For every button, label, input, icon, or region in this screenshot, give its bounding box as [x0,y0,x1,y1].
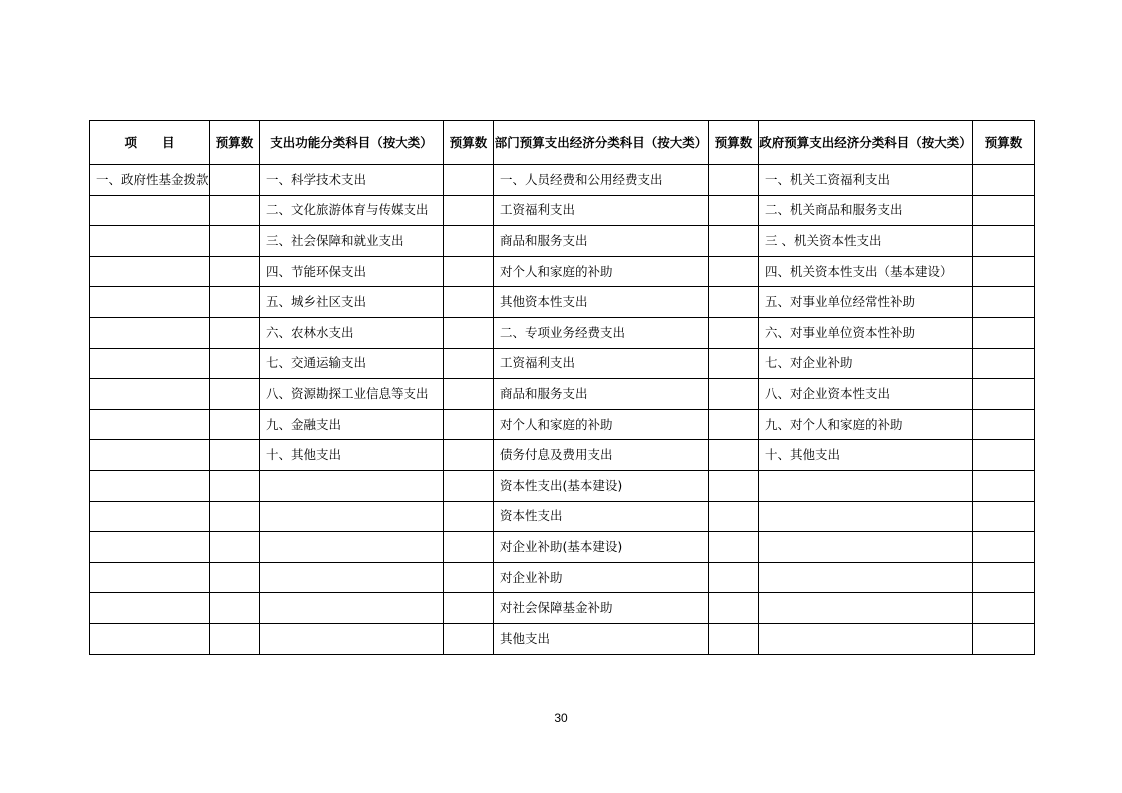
header-gov-economic-category: 政府预算支出经济分类科目（按大类） [759,121,973,165]
header-budget-4: 预算数 [973,121,1035,165]
cell-budget-4 [973,501,1035,532]
cell-budget-1 [210,379,260,410]
cell-gov-economic-category: 二、机关商品和服务支出 [759,195,973,226]
cell-dept-economic-category: 对社会保障基金补助 [494,593,709,624]
table-row [90,593,1035,624]
cell-budget-3 [709,501,759,532]
table-body [90,165,1035,655]
cell-budget-1 [210,348,260,379]
cell-budget-3 [709,287,759,318]
cell-function-category [260,532,444,563]
cell-dept-economic-category: 对个人和家庭的补助 [494,409,709,440]
cell-gov-economic-category: 七、对企业补助 [759,348,973,379]
cell-project [90,440,210,471]
cell-budget-3 [709,593,759,624]
cell-budget-4 [973,440,1035,471]
cell-budget-1 [210,195,260,226]
cell-gov-economic-category: 一、机关工资福利支出 [759,165,973,196]
cell-gov-economic-category: 九、对个人和家庭的补助 [759,409,973,440]
cell-budget-3 [709,623,759,654]
cell-budget-3 [709,470,759,501]
cell-budget-1 [210,409,260,440]
cell-budget-3 [709,379,759,410]
cell-budget-2 [444,287,494,318]
header-function-category: 支出功能分类科目（按大类） [260,121,444,165]
cell-budget-2 [444,256,494,287]
cell-function-category: 十、其他支出 [260,440,444,471]
cell-budget-1 [210,165,260,196]
cell-gov-economic-category: 八、对企业资本性支出 [759,379,973,410]
cell-budget-4 [973,623,1035,654]
cell-budget-2 [444,623,494,654]
table-row [90,470,1035,501]
table-row [90,379,1035,410]
cell-budget-4 [973,317,1035,348]
cell-budget-4 [973,409,1035,440]
cell-function-category: 一、科学技术支出 [260,165,444,196]
cell-function-category [260,623,444,654]
cell-budget-2 [444,409,494,440]
cell-function-category: 三、社会保障和就业支出 [260,226,444,257]
cell-function-category: 七、交通运输支出 [260,348,444,379]
cell-budget-4 [973,532,1035,563]
cell-gov-economic-category: 四、机关资本性支出（基本建设） [759,256,973,287]
cell-project [90,379,210,410]
cell-budget-2 [444,593,494,624]
cell-gov-economic-category [759,593,973,624]
cell-dept-economic-category: 对个人和家庭的补助 [494,256,709,287]
budget-table [89,120,1035,655]
page-number: 30 [554,711,568,725]
cell-project [90,562,210,593]
cell-dept-economic-category: 商品和服务支出 [494,226,709,257]
cell-budget-2 [444,226,494,257]
cell-project [90,317,210,348]
cell-project [90,195,210,226]
table-row [90,440,1035,471]
table-row [90,165,1035,196]
header-budget-2: 预算数 [444,121,494,165]
cell-gov-economic-category [759,470,973,501]
cell-dept-economic-category: 债务付息及费用支出 [494,440,709,471]
table-row [90,562,1035,593]
table-row [90,623,1035,654]
table-header-row [90,121,1035,165]
cell-budget-2 [444,440,494,471]
cell-budget-2 [444,195,494,226]
cell-budget-3 [709,165,759,196]
cell-budget-3 [709,409,759,440]
cell-budget-4 [973,593,1035,624]
table-row [90,501,1035,532]
cell-budget-1 [210,226,260,257]
table-row [90,226,1035,257]
cell-gov-economic-category [759,501,973,532]
cell-project [90,287,210,318]
cell-budget-2 [444,470,494,501]
cell-budget-2 [444,562,494,593]
cell-gov-economic-category [759,532,973,563]
cell-gov-economic-category [759,623,973,654]
cell-project [90,226,210,257]
cell-dept-economic-category: 一、人员经费和公用经费支出 [494,165,709,196]
table-row [90,348,1035,379]
cell-dept-economic-category: 其他支出 [494,623,709,654]
cell-dept-economic-category: 商品和服务支出 [494,379,709,410]
cell-budget-1 [210,593,260,624]
cell-function-category: 八、资源勘探工业信息等支出 [260,379,444,410]
cell-budget-4 [973,165,1035,196]
cell-project [90,470,210,501]
cell-budget-4 [973,256,1035,287]
cell-dept-economic-category: 其他资本性支出 [494,287,709,318]
cell-budget-1 [210,440,260,471]
cell-project [90,348,210,379]
cell-budget-1 [210,501,260,532]
cell-budget-1 [210,256,260,287]
cell-budget-3 [709,317,759,348]
cell-budget-1 [210,287,260,318]
cell-function-category: 五、城乡社区支出 [260,287,444,318]
cell-dept-economic-category: 工资福利支出 [494,195,709,226]
cell-project: 一、政府性基金拨款 [90,165,210,196]
cell-budget-4 [973,562,1035,593]
cell-budget-2 [444,379,494,410]
cell-budget-4 [973,379,1035,410]
cell-function-category: 四、节能环保支出 [260,256,444,287]
cell-budget-4 [973,470,1035,501]
cell-dept-economic-category: 工资福利支出 [494,348,709,379]
cell-project [90,532,210,563]
cell-function-category [260,501,444,532]
cell-budget-3 [709,440,759,471]
cell-dept-economic-category: 资本性支出(基本建设) [494,470,709,501]
cell-gov-economic-category: 十、其他支出 [759,440,973,471]
cell-budget-1 [210,317,260,348]
cell-project [90,623,210,654]
cell-function-category: 六、农林水支出 [260,317,444,348]
cell-project [90,593,210,624]
cell-budget-3 [709,348,759,379]
cell-dept-economic-category: 对企业补助(基本建设) [494,532,709,563]
cell-budget-2 [444,348,494,379]
cell-project [90,256,210,287]
cell-budget-1 [210,623,260,654]
table-row [90,287,1035,318]
table-row [90,409,1035,440]
cell-project [90,501,210,532]
table-row [90,532,1035,563]
table-row [90,195,1035,226]
header-dept-economic-category: 部门预算支出经济分类科目（按大类） [494,121,709,165]
cell-budget-4 [973,195,1035,226]
cell-function-category: 二、文化旅游体育与传媒支出 [260,195,444,226]
cell-function-category [260,562,444,593]
cell-project [90,409,210,440]
header-budget-3: 预算数 [709,121,759,165]
cell-budget-2 [444,501,494,532]
cell-budget-1 [210,532,260,563]
header-project: 项 目 [90,121,210,165]
cell-function-category [260,470,444,501]
cell-budget-3 [709,226,759,257]
cell-budget-3 [709,562,759,593]
cell-budget-1 [210,562,260,593]
cell-budget-2 [444,317,494,348]
table-row [90,256,1035,287]
cell-budget-1 [210,470,260,501]
cell-dept-economic-category: 二、专项业务经费支出 [494,317,709,348]
cell-dept-economic-category: 资本性支出 [494,501,709,532]
cell-budget-4 [973,226,1035,257]
cell-budget-3 [709,195,759,226]
cell-budget-3 [709,256,759,287]
cell-function-category: 九、金融支出 [260,409,444,440]
cell-budget-2 [444,532,494,563]
cell-budget-3 [709,532,759,563]
header-budget-1: 预算数 [210,121,260,165]
cell-gov-economic-category: 五、对事业单位经常性补助 [759,287,973,318]
table-row [90,317,1035,348]
cell-budget-2 [444,165,494,196]
cell-function-category [260,593,444,624]
cell-dept-economic-category: 对企业补助 [494,562,709,593]
cell-budget-4 [973,348,1035,379]
cell-gov-economic-category [759,562,973,593]
cell-gov-economic-category: 六、对事业单位资本性补助 [759,317,973,348]
cell-budget-4 [973,287,1035,318]
cell-gov-economic-category: 三 、机关资本性支出 [759,226,973,257]
